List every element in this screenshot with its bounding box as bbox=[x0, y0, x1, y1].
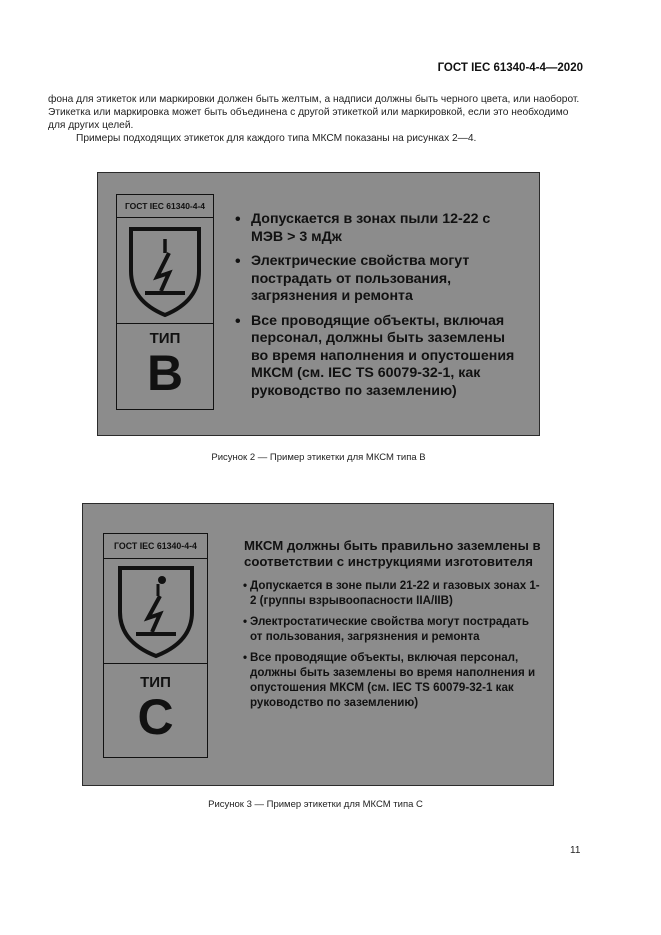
warning-list bbox=[233, 211, 523, 407]
warning-list bbox=[244, 578, 544, 710]
warning-item: • Электростатические свойства могут пострадать от пользования, загрязнения и ремонта bbox=[244, 614, 544, 644]
esd-shield-icon bbox=[117, 218, 213, 324]
paragraph-examples: Примеры подходящих этикеток для каждого типа МКСМ показаны на рисунках 2—4. bbox=[76, 133, 477, 144]
document-header: ГОСТ IEC 61340-4-4—2020 bbox=[437, 62, 583, 74]
figure-3-caption: Рисунок 3 — Пример этикетки для МКСМ типа C bbox=[208, 799, 423, 810]
esd-shield-ground-icon bbox=[104, 559, 207, 664]
type-word: ТИП bbox=[149, 330, 181, 347]
symbol-box bbox=[116, 194, 214, 410]
grounding-instruction: МКСМ должны быть правильно заземлены в соответствии с инструкциями изготовителя bbox=[244, 538, 541, 569]
type-letter: C bbox=[137, 689, 174, 745]
esd-shield-svg bbox=[125, 223, 205, 319]
page-number: 11 bbox=[570, 845, 581, 856]
label-text bbox=[244, 538, 544, 716]
figure-2-caption: Рисунок 2 — Пример этикетки для МКСМ типа B bbox=[211, 452, 426, 463]
warning-item: • Допускается в зоне пыли 21-22 и газовых зонах 1-2 (группы взрывоопасности IIA/IIB) bbox=[244, 578, 544, 608]
paragraph-background-color: фона для этикеток или маркировки должен быть желтым, а надписи должны быть черного цвета, или наоборот. Этикетка или маркировка может быть объединена с другой этикеткой или маркировкой, если это необходимо для других целей. bbox=[48, 94, 580, 131]
type-word: ТИП bbox=[140, 674, 171, 691]
esd-shield-svg bbox=[114, 562, 198, 660]
label-type-b bbox=[97, 172, 540, 436]
label-type-c bbox=[82, 503, 554, 786]
warning-item: • Допускается в зонах пыли 12-22 с МЭВ > 3 мДж bbox=[233, 211, 523, 246]
standard-label: ГОСТ IEC 61340-4-4 bbox=[117, 195, 213, 218]
symbol-box bbox=[103, 533, 208, 758]
type-letter: B bbox=[146, 345, 184, 401]
standard-label: ГОСТ IEC 61340-4-4 bbox=[104, 534, 207, 559]
type-box bbox=[104, 674, 207, 743]
warning-item: • Электрические свойства могут пострадать от пользования, загрязнения и ремонта bbox=[233, 253, 523, 306]
warning-item: • Все проводящие объекты, включая персонал, должны быть заземлены во время наполнения и опустошения МКСМ (см. IEC TS 60079-32-1, как руководство по заземлению) bbox=[233, 313, 523, 401]
warning-item: • Все проводящие объекты, включая персонал, должны быть заземлены во время наполнения и опустошения МКСМ (см. IEC TS 60079-32-1 как руководство по заземлению) bbox=[244, 650, 544, 710]
type-box bbox=[117, 330, 213, 399]
